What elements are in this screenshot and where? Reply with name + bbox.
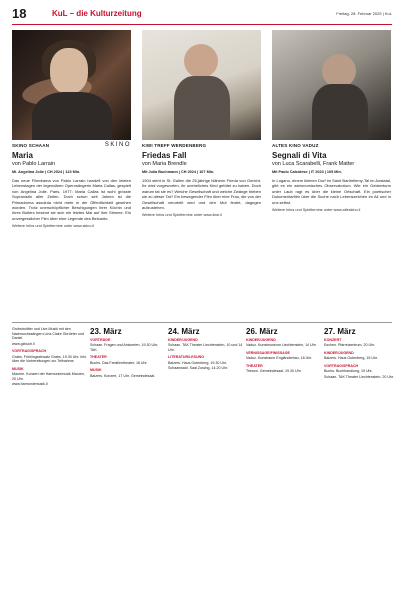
section-title: KuL – die Kulturzeitung	[52, 9, 142, 18]
article-subtitle: von Luca Scarabelli, Frank Matter	[272, 161, 355, 167]
listing-entry: Schaan. TAK Theater Liechtenstein, 20 Uhr.	[324, 374, 394, 379]
venue-label: SKINO SCHAAN	[12, 143, 50, 148]
listing-category: THEATER	[90, 355, 107, 359]
venue-logo: SKINO	[104, 142, 131, 148]
film-photo-friedas-fall	[142, 30, 261, 140]
more-info-link[interactable]: Weitere Infos und Spielternine unter www.alteskino.li	[272, 208, 361, 213]
article-meta: Mi. Angelina Jolie | CH 2024 | 123 Min.	[12, 170, 81, 174]
article-title: Segnali di Vita	[272, 151, 327, 160]
listing-day: 26. März	[246, 327, 278, 336]
listing-entry[interactable]: www.harmoniemusik.li	[12, 382, 48, 386]
more-info-link[interactable]: Weitere Infos und Spielternine unter www.kiwi.li	[142, 213, 222, 218]
listing-entry: Triesen. Gemeindesaal, 19.30 Uhr.	[246, 369, 302, 373]
issue-date: Freitag, 28. Februar 2025 | KuL	[336, 11, 392, 16]
listing-entry: Buchs. Das Familientheater, 16 Uhr.	[90, 360, 148, 365]
listing-column-2	[90, 326, 165, 378]
listing-column-4	[246, 326, 321, 374]
article-column-2	[142, 30, 261, 217]
article-meta: Mit Paolo Calcidese | IT 2023 | 105 Min.	[272, 170, 342, 174]
header-rule	[12, 24, 392, 25]
listing-category: THEATER	[246, 363, 263, 368]
listing-entry: Mauren. Konzert der Harmoniemusik Mauren, 20 Uhr.	[12, 372, 85, 381]
film-photo-segnali-di-vita	[272, 30, 391, 140]
article-subtitle: von Maria Brendle	[142, 161, 187, 167]
listing-category: LITERATUR/LESUNG	[168, 355, 205, 359]
listing-entry: Schaan. Fragen und Antworten, 19.30 Uhr, TAK.	[90, 343, 159, 352]
listing-day: 24. März	[168, 327, 200, 336]
article-meta: Mit Julia Buchmann | CH 2024 | 107 Min.	[142, 170, 215, 174]
article-subtitle: von Pablo Larrain	[12, 161, 56, 167]
listing-entry: Grubstrolitter und Live-Musik mit den Nachwuchssängern Lina Claire Gbrüeter und Daniel.	[12, 327, 84, 340]
more-info-link[interactable]: Weitere Infos und Spielternine unter www.skino.li	[12, 224, 95, 229]
article-body: In Lugano, einem kleinen Dorf im Saint Barthélemy-Tal im Aostatal, gibt es ein astronomisches Observatorium. Wie ein Geisterturm unter Laub ragt es über die kleine Ortschaft. Ein poetischer Dokumentarfilm über die Suche nach Lebenszeichen im All und in uns selbst.	[272, 178, 391, 205]
listing-column-5	[324, 326, 399, 379]
page-header	[12, 8, 392, 22]
listing-column-3	[168, 326, 243, 371]
article-title: Maria	[12, 151, 33, 160]
listing-entry: Buchs. Buchhandlung, 19 Uhr.	[324, 369, 373, 373]
listing-category: VORTRÄGE	[90, 337, 111, 342]
listing-category: KINDER/JUGEND	[324, 350, 354, 355]
section-divider	[12, 322, 392, 323]
article-title: Friedas Fall	[142, 151, 187, 160]
listing-day: 23. März	[90, 327, 122, 336]
article-body: Das neue Filmdrama von Pablo Larrain handelt von den letzten Lebenstagen der legendären Opernsängerin Maria Callas, gespielt von Angelina Jolie. Paris, 1977: Maria Callas ist wohl grösste Sopranistin aller Zeiten. Doch schon seit Jahren ist die Primadonna assoluta nicht mehr in der Öffentlichkeit gesehen worden. Trotz unerschöpflicher Beruhigungen ihrer Köchin und ihres Butlers besinnt sie sich ein letztes Mal auf ihre Stimme. Ein unvergesslicher Film über eine Legende des Belcanto.	[12, 178, 131, 221]
listing-entry: Balzers. Haus Gutenberg, 15 Uhr.	[324, 356, 378, 360]
article-body: 1904 steht in St. Gallen die 25-jährige Näherin Frieda von Gericht. Ihr wird vorgeworfen, ihr uneheliches Kind getötet zu haben. Doch warum tat sie es? Welche Gesellschaft und welche Zwänge trieben sie zu dieser Tat? Ein bewegender Film über eine Frau, die von der Gesellschaft verurteilt wird und den Mut findet, dagegen aufzustehen.	[142, 178, 261, 211]
listing-category: KONZERT	[324, 337, 342, 342]
listing-entry: Schaan. TAK Theater Liechtenstein, 10 und 14 Uhr.	[168, 343, 243, 352]
listing-category: KINDER/JUGEND	[168, 337, 198, 342]
listing-category: MUSIK	[12, 366, 24, 371]
listing-category: MUSIK	[90, 368, 102, 372]
listing-entry[interactable]: www.gzbuch.li	[12, 341, 35, 346]
page-number: 18	[12, 6, 27, 21]
listing-day: 27. März	[324, 327, 356, 336]
listing-entry: Grabs. Frühlingseinsatz Grabs, 19.30 Uhr. Info über die Vorbereitungen zur Teilnahme.	[12, 354, 87, 363]
venue-label: KIWI TREFF WERDENBERG	[142, 143, 207, 148]
listing-category: VORTRAG/SPRACH	[324, 363, 359, 368]
listing-entry: Eschen. Pfarreizentrum, 20 Uhr.	[324, 343, 376, 347]
listing-category: VERNISSAGE/FINISSAGE	[246, 350, 290, 355]
listing-entry: Vaduz. Kunstmuseum Liechtenstein, 14 Uhr.	[246, 343, 317, 347]
listing-entry: Vaduz. Kunstraum Engländerbau, 18 Uhr.	[246, 356, 313, 360]
listing-entry: Schaanwald. Saal Zuschg, 14.20 Uhr.	[168, 366, 229, 370]
film-photo-maria	[12, 30, 131, 140]
listing-column-1	[12, 326, 87, 387]
venue-label: ALTES KINO VADUZ	[272, 143, 319, 148]
listing-entry: Balzers. Konzert, 17 Uhr, Gemeindesaal.	[90, 373, 156, 378]
article-column-3	[272, 30, 391, 212]
listing-category: KINDER/JUGEND	[246, 337, 276, 342]
listing-entry: Balzers. Haus Gutenberg, 19.30 Uhr.	[168, 360, 227, 365]
article-column-1	[12, 30, 131, 228]
listing-category: VORTRAG/SPRACH	[12, 349, 47, 353]
